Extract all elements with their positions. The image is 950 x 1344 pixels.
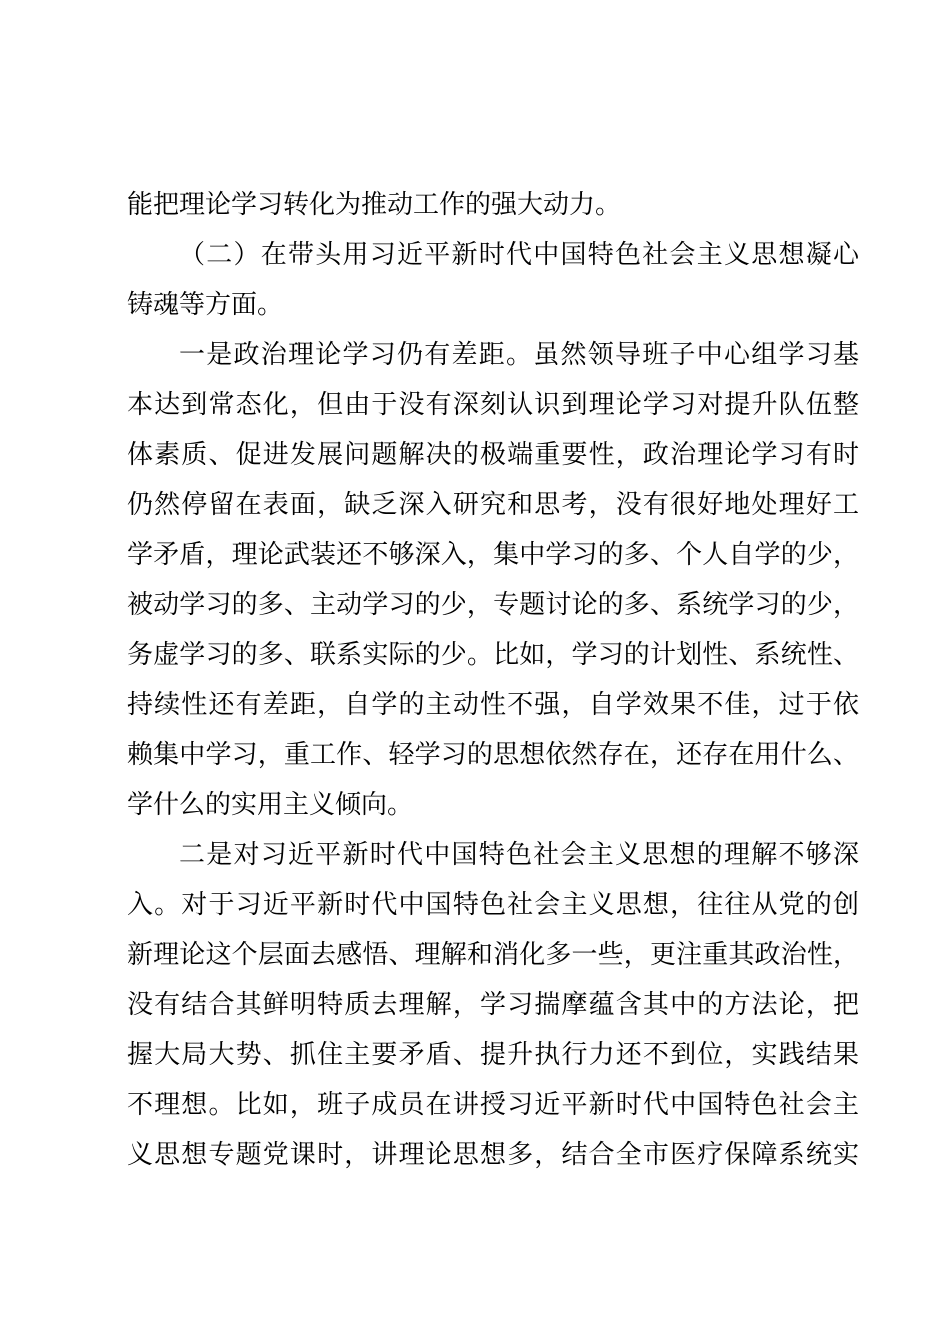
- body-text: [127, 180, 859, 1180]
- text-line: 入。对于习近平新时代中国特色社会主义思想，往往从党的创: [127, 890, 859, 920]
- text-line: 持续性还有差距，自学的主动性不强，自学效果不佳，过于依: [127, 690, 859, 720]
- text-line: 学矛盾，理论武装还不够深入，集中学习的多、个人自学的少，: [127, 540, 859, 570]
- text-line: 握大局大势、抓住主要矛盾、提升执行力还不到位，实践结果: [127, 1040, 859, 1070]
- text-line: 仍然停留在表面，缺乏深入研究和思考，没有很好地处理好工: [127, 490, 859, 520]
- text-line: 务虚学习的多、联系实际的少。比如，学习的计划性、系统性、: [127, 640, 859, 670]
- paragraph-first-line: 一是政治理论学习仍有差距。虽然领导班子中心组学习基: [179, 340, 859, 370]
- text-line: 赖集中学习，重工作、轻学习的思想依然存在，还存在用什么、: [127, 740, 859, 770]
- section-heading: （二）在带头用习近平新时代中国特色社会主义思想凝心: [179, 240, 859, 270]
- paragraph-first-line: 二是对习近平新时代中国特色社会主义思想的理解不够深: [179, 840, 859, 870]
- text-line: 没有结合其鲜明特质去理解，学习揣摩蕴含其中的方法论，把: [127, 990, 859, 1020]
- text-line: 不理想。比如，班子成员在讲授习近平新时代中国特色社会主: [127, 1090, 859, 1120]
- text-line: 能把理论学习转化为推动工作的强大动力。: [127, 190, 622, 220]
- text-line: 义思想专题党课时，讲理论思想多，结合全市医疗保障系统实: [127, 1140, 859, 1170]
- text-line: 铸魂等方面。: [127, 290, 284, 320]
- text-line: 体素质、促进发展问题解决的极端重要性，政治理论学习有时: [127, 440, 859, 470]
- text-line: 学什么的实用主义倾向。: [127, 790, 414, 820]
- text-line: 新理论这个层面去感悟、理解和消化多一些，更注重其政治性，: [127, 940, 859, 970]
- text-line: 本达到常态化，但由于没有深刻认识到理论学习对提升队伍整: [127, 390, 859, 420]
- text-line: 被动学习的多、主动学习的少，专题讨论的多、系统学习的少，: [127, 590, 859, 620]
